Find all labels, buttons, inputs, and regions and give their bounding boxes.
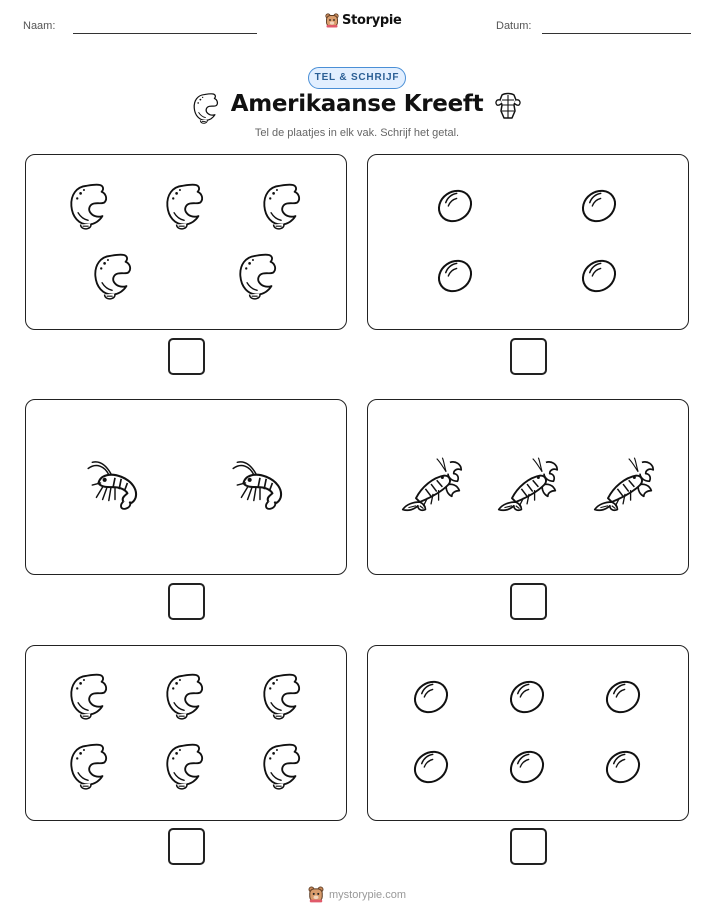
egg-icon [434, 255, 476, 297]
claw-icon [164, 740, 206, 792]
brand-logo [325, 13, 402, 28]
egg-icon [602, 676, 644, 718]
activity-badge: TEL & SCHRIJF [308, 67, 406, 89]
answer-box-5[interactable] [168, 828, 205, 865]
claw-icon [68, 740, 110, 792]
claw-icon [92, 250, 134, 302]
lobster-shell-icon [493, 91, 523, 121]
instructions: Tel de plaatjes in elk vak. Schrijf het getal. [254, 127, 460, 139]
footer-url[interactable]: mystorypie.com [328, 888, 407, 901]
egg-icon [578, 185, 620, 227]
answer-box-6[interactable] [510, 828, 547, 865]
lobster-icon [591, 456, 657, 514]
claw-icon [164, 180, 206, 232]
counting-panel-6 [367, 645, 689, 821]
egg-icon [506, 746, 548, 788]
answer-box-4[interactable] [510, 583, 547, 620]
answer-box-1[interactable] [168, 338, 205, 375]
answer-box-2[interactable] [510, 338, 547, 375]
claw-icon [68, 180, 110, 232]
egg-icon [410, 746, 452, 788]
counting-panel-3 [25, 399, 347, 575]
claw-icon [68, 670, 110, 722]
brand-name: Storypie [342, 13, 402, 28]
storypie-bear-icon [308, 886, 324, 903]
egg-icon [434, 185, 476, 227]
egg-icon [578, 255, 620, 297]
name-field[interactable] [73, 33, 257, 34]
counting-panel-2 [367, 154, 689, 330]
egg-icon [410, 676, 452, 718]
name-label: Naam: [23, 20, 56, 32]
egg-icon [506, 676, 548, 718]
shrimp-icon [84, 458, 146, 510]
claw-icon [261, 740, 303, 792]
page-title: Amerikaanse Kreeft [230, 91, 484, 117]
date-label: Datum: [496, 20, 532, 32]
counting-panel-1 [25, 154, 347, 330]
claw-icon [237, 250, 279, 302]
worksheet-header [0, 0, 714, 44]
lobster-icon [495, 456, 561, 514]
page-footer [0, 886, 714, 903]
date-field[interactable] [542, 33, 691, 34]
claw-icon [164, 670, 206, 722]
answer-box-3[interactable] [168, 583, 205, 620]
claw-icon [261, 670, 303, 722]
egg-icon [602, 746, 644, 788]
counting-panel-4 [367, 399, 689, 575]
storypie-bear-icon [325, 13, 339, 28]
counting-panel-5 [25, 645, 347, 821]
shrimp-icon [229, 458, 291, 510]
claw-icon [261, 180, 303, 232]
lobster-icon [399, 456, 465, 514]
